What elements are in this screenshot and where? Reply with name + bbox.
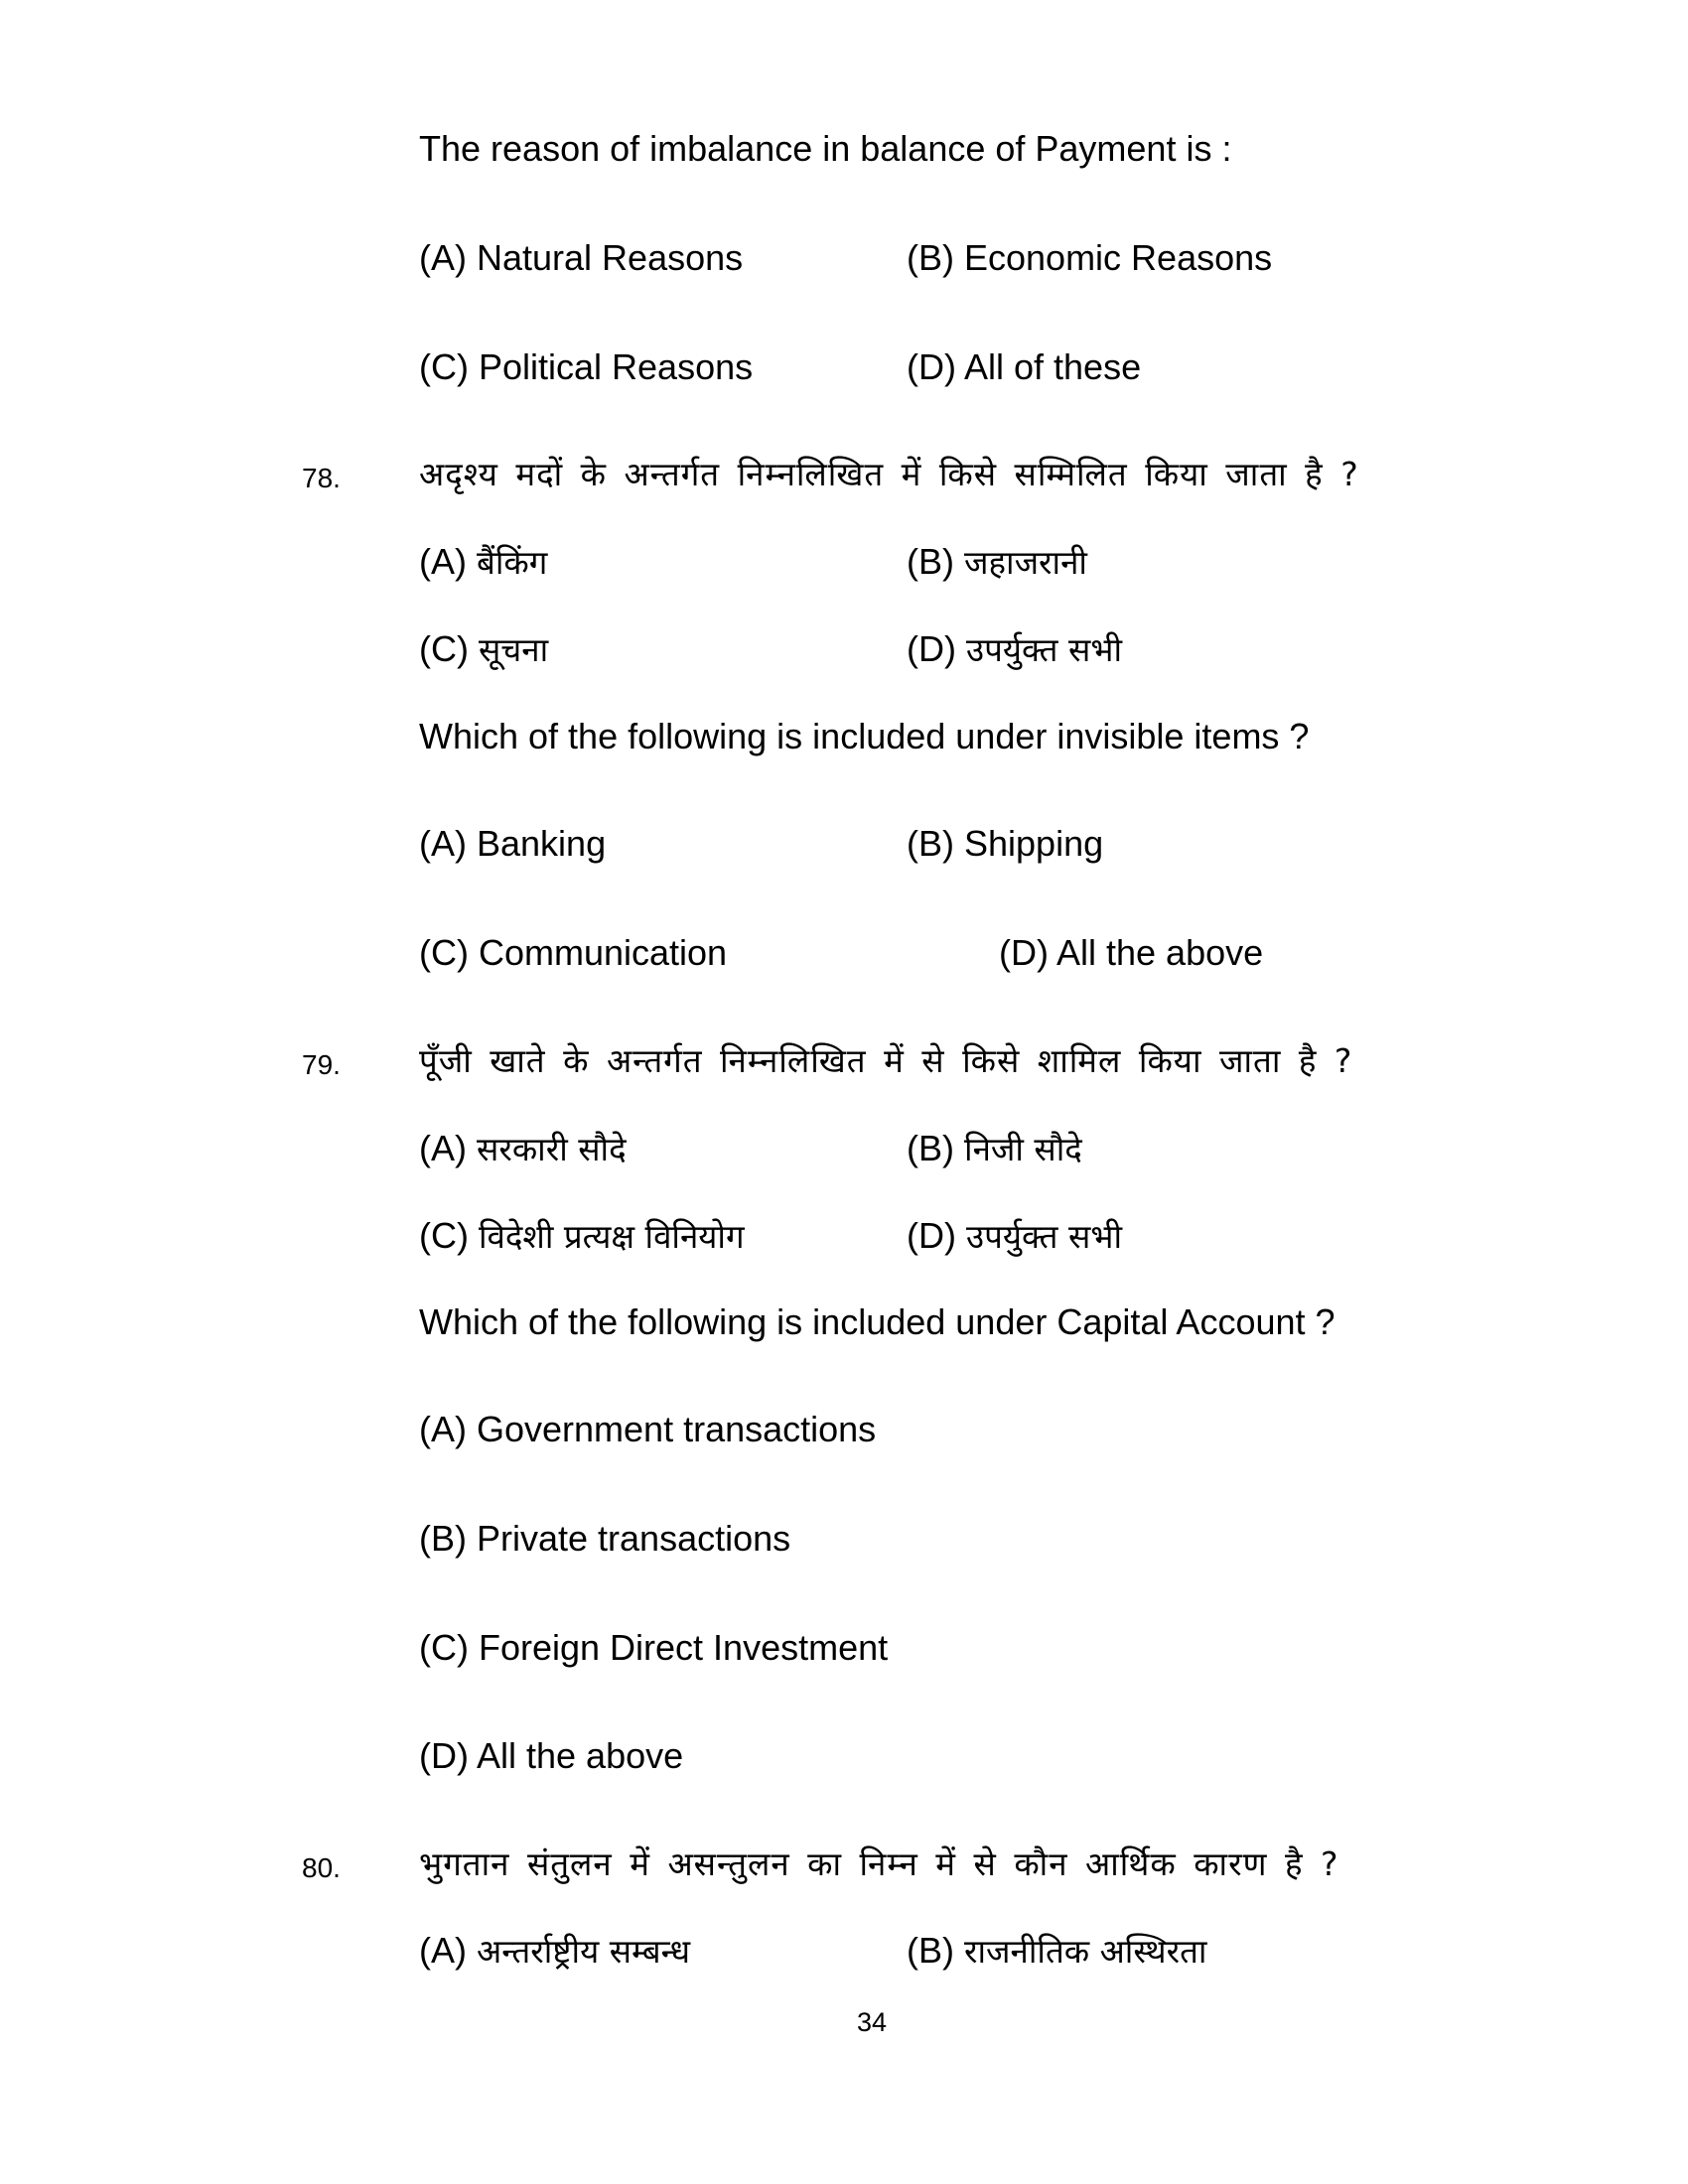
q80-option-b-hi	[907, 1929, 1206, 1974]
option-label: (A)	[419, 1930, 467, 1971]
q77-option-b-en: (B) Economic Reasons	[907, 237, 1273, 278]
option-text: जहाजरानी	[964, 543, 1087, 582]
option-label: (C)	[419, 1215, 469, 1256]
q79-option-c-en: (C) Foreign Direct Investment	[419, 1627, 889, 1668]
q77-option-d-en: (D) All of these	[907, 346, 1142, 387]
q77-option-c-en: (C) Political Reasons	[419, 346, 754, 387]
q79-number: 79.	[302, 1049, 341, 1080]
option-text: सरकारी सौदे	[477, 1130, 627, 1168]
option-text: बैंकिंग	[477, 543, 548, 582]
option-text: उपर्युक्त सभी	[966, 630, 1123, 669]
q79-option-d-hi	[907, 1214, 1122, 1259]
option-label: (B)	[907, 1930, 954, 1971]
q78-option-a-hi	[419, 540, 547, 585]
page-number: 34	[856, 2007, 888, 2037]
q77-option-a-en: (A) Natural Reasons	[419, 237, 744, 278]
option-text: विदेशी प्रत्यक्ष विनियोग	[479, 1217, 745, 1256]
option-text: उपर्युक्त सभी	[966, 1217, 1123, 1256]
q79-option-b-en: (B) Private transactions	[419, 1518, 791, 1559]
option-text: सूचना	[479, 630, 549, 669]
q80-question-hi: भुगतान संतुलन में असन्तुलन का निम्न में से कौन आर्थिक कारण है ?	[419, 1844, 1339, 1883]
option-label: (B)	[907, 541, 954, 582]
q79-option-a-en: (A) Government transactions	[419, 1409, 877, 1449]
q78-question-en: Which of the following is included under invisible items ?	[419, 716, 1310, 756]
option-label: (D)	[907, 628, 956, 669]
option-label: (A)	[419, 1128, 467, 1168]
q79-option-c-hi	[419, 1214, 745, 1259]
q78-option-c-hi	[419, 627, 548, 672]
q79-question-hi: पूँजी खाते के अन्तर्गत निम्नलिखित में से किसे शामिल किया जाता है ?	[419, 1041, 1353, 1080]
q78-question-hi: अदृश्य मदों के अन्तर्गत निम्नलिखित में किसे सम्मिलित किया जाता है ?	[419, 455, 1359, 493]
q78-option-c-en: (C) Communication	[419, 932, 728, 973]
q78-option-d-en: (D) All the above	[999, 932, 1264, 973]
q78-option-b-en: (B) Shipping	[907, 823, 1104, 864]
q77-question-en: The reason of imbalance in balance of Payment is :	[419, 128, 1232, 169]
option-label: (A)	[419, 541, 467, 582]
q79-option-b-hi	[907, 1127, 1082, 1171]
q78-option-d-hi	[907, 627, 1122, 672]
q80-number: 80.	[302, 1852, 341, 1883]
q79-option-d-en: (D) All the above	[419, 1735, 684, 1776]
option-label: (D)	[907, 1215, 956, 1256]
q79-question-en: Which of the following is included under Capital Account ?	[419, 1301, 1336, 1342]
q78-option-a-en: (A) Banking	[419, 823, 607, 864]
option-text: अन्तर्राष्ट्रीय सम्बन्ध	[477, 1932, 691, 1971]
q79-option-a-hi	[419, 1127, 627, 1171]
option-label: (C)	[419, 628, 469, 669]
q78-number: 78.	[302, 463, 341, 493]
option-label: (B)	[907, 1128, 954, 1168]
option-text: राजनीतिक अस्थिरता	[964, 1932, 1207, 1971]
q78-option-b-hi	[907, 540, 1087, 585]
option-text: निजी सौदे	[964, 1130, 1082, 1168]
q80-option-a-hi	[419, 1929, 690, 1974]
